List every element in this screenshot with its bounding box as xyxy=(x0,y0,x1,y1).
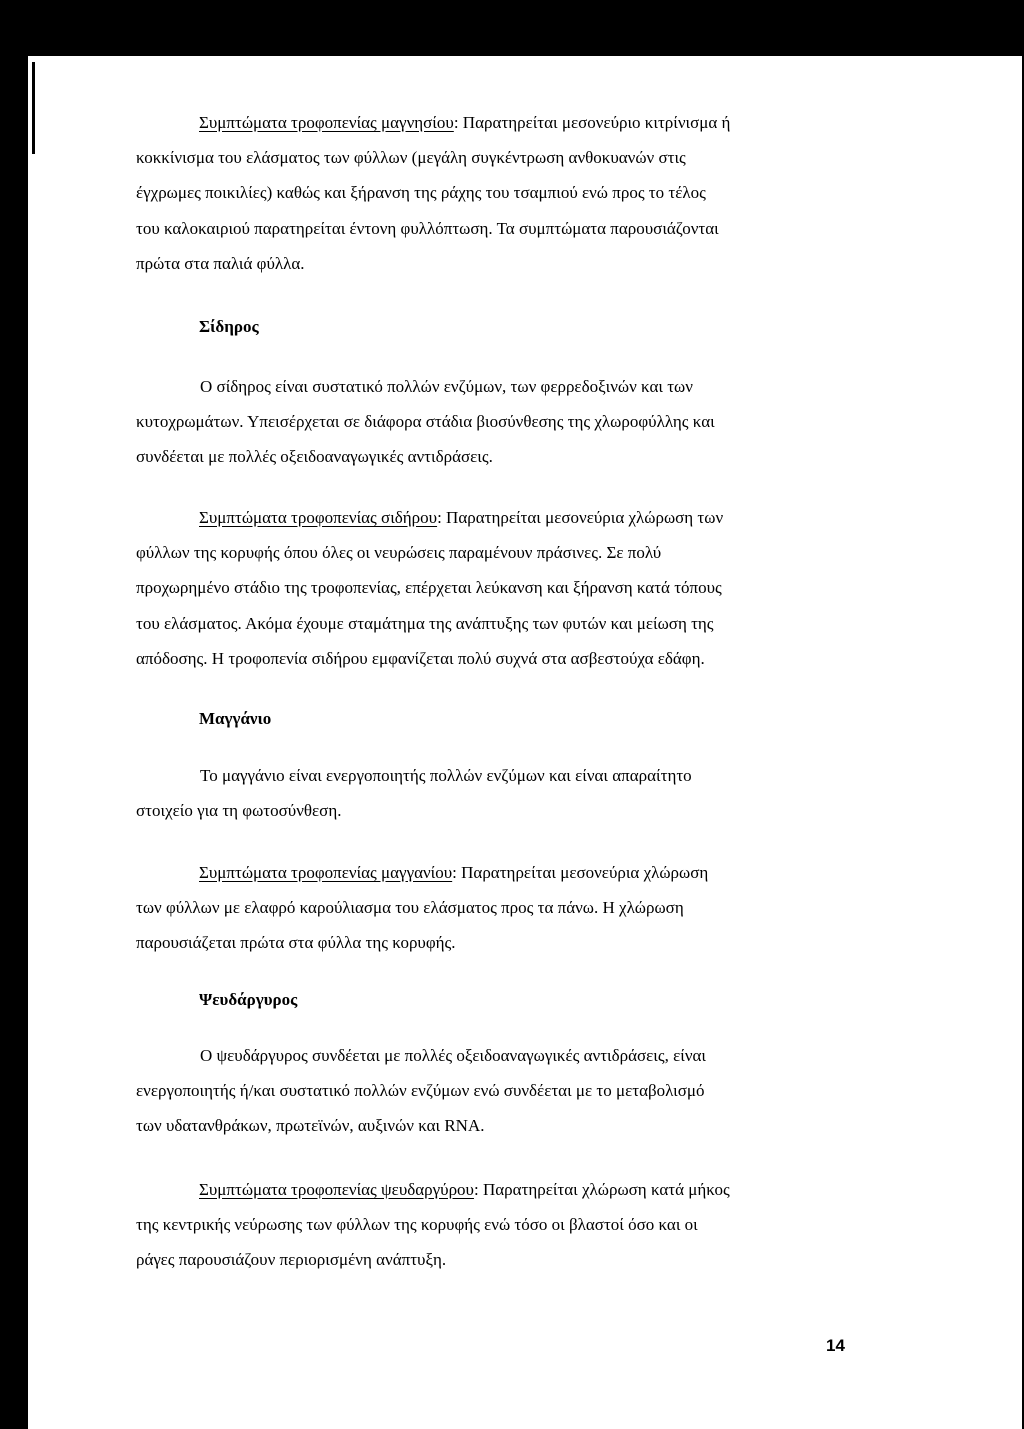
document-page xyxy=(28,56,1022,1429)
manganese-symptoms-paragraph xyxy=(136,855,708,961)
paragraph-line: στοιχείο για τη φωτοσύνθεση. xyxy=(136,801,342,821)
paragraph-line: ενεργοποιητής ή/και συστατικό πολλών ενζύμων ενώ συνδέεται με το μεταβολισμό xyxy=(136,1081,705,1101)
paragraph-line: της κεντρικής νεύρωσης των φύλλων της κορυφής ενώ τόσο οι βλαστοί όσο και οι xyxy=(136,1215,698,1235)
zinc-intro-paragraph xyxy=(136,1038,706,1144)
paragraph-line: φύλλων της κορυφής όπου όλες οι νευρώσεις παραμένουν πράσινες. Σε πολύ xyxy=(136,543,662,563)
margin-rule xyxy=(32,62,35,154)
paragraph-line: Ο σίδηρος είναι συστατικό πολλών ενζύμων, των φερρεδοξινών και των xyxy=(200,377,693,396)
iron-symptoms-label: Συμπτώματα τροφοπενίας σιδήρου xyxy=(199,508,438,527)
zinc-heading: Ψευδάργυρος xyxy=(199,990,298,1009)
zinc-symptoms-text: : Παρατηρείται χλώρωση κατά μήκος xyxy=(473,1180,730,1199)
paragraph-line: των υδατανθράκων, πρωτεϊνών, αυξινών και RNA. xyxy=(136,1116,485,1136)
paragraph-line: του καλοκαιριού παρατηρείται έντονη φυλλόπτωση. Τα συμπτώματα παρουσιάζονται xyxy=(136,218,719,238)
paragraph-line: προχωρημένο στάδιο της τροφοπενίας, επέρχεται λεύκανση και ξήρανση κατά τόπους xyxy=(136,578,722,598)
paragraph-line: συνδέεται με πολλές οξειδοαναγωγικές αντιδράσεις. xyxy=(136,447,493,467)
manganese-heading: Μαγγάνιο xyxy=(199,709,272,728)
paragraph-line: παρουσιάζεται πρώτα στα φύλλα της κορυφής. xyxy=(136,933,456,953)
paragraph-line: έγχρωμες ποικιλίες) καθώς και ξήρανση της ράχης του τσαμπιού ενώ προς το τέλος xyxy=(136,183,706,203)
zinc-symptoms-paragraph xyxy=(136,1172,730,1278)
manganese-symptoms-text: : Παρατηρείται μεσονεύρια χλώρωση xyxy=(452,863,709,882)
iron-heading: Σίδηρος xyxy=(199,317,259,336)
paragraph-line: του ελάσματος. Ακόμα έχουμε σταμάτημα της ανάπτυξης των φυτών και μείωση της xyxy=(136,613,714,633)
paragraph-line: απόδοσης. Η τροφοπενία σιδήρου εμφανίζεται πολύ συχνά στα ασβεστούχα εδάφη. xyxy=(136,648,705,668)
paragraph-line: Το μαγγάνιο είναι ενεργοποιητής πολλών ενζύμων και είναι απαραίτητο xyxy=(200,766,692,785)
paragraph-line: κοκκίνισμα του ελάσματος των φύλλων (μεγάλη συγκέντρωση ανθοκυανών στις xyxy=(136,148,686,168)
magnesium-symptoms-label: Συμπτώματα τροφοπενίας μαγνησίου xyxy=(199,113,454,132)
paragraph-line: κυτοχρωμάτων. Υπεισέρχεται σε διάφορα στάδια βιοσύνθεσης της χλωροφύλλης και xyxy=(136,412,715,432)
zinc-symptoms-label: Συμπτώματα τροφοπενίας ψευδαργύρου xyxy=(199,1180,474,1199)
paragraph-line: Ο ψευδάργυρος συνδέεται με πολλές οξειδοαναγωγικές αντιδράσεις, είναι xyxy=(200,1046,706,1065)
iron-symptoms-text: : Παρατηρείται μεσονεύρια χλώρωση των xyxy=(437,508,724,527)
magnesium-symptoms-paragraph xyxy=(136,105,730,281)
paragraph-line: των φύλλων με ελαφρό καρούλιασμα του ελάσματος προς τα πάνω. Η χλώρωση xyxy=(136,898,684,918)
iron-symptoms-paragraph xyxy=(136,500,723,676)
manganese-intro-paragraph xyxy=(136,758,692,828)
paragraph-line: πρώτα στα παλιά φύλλα. xyxy=(136,253,305,273)
page-number: 14 xyxy=(826,1336,845,1355)
iron-intro-paragraph xyxy=(136,369,715,475)
paragraph-line: ράγες παρουσιάζουν περιορισμένη ανάπτυξη. xyxy=(136,1250,447,1270)
magnesium-symptoms-text: : Παρατηρείται μεσονεύριο κιτρίνισμα ή xyxy=(453,113,731,132)
manganese-symptoms-label: Συμπτώματα τροφοπενίας μαγγανίου xyxy=(199,863,453,882)
